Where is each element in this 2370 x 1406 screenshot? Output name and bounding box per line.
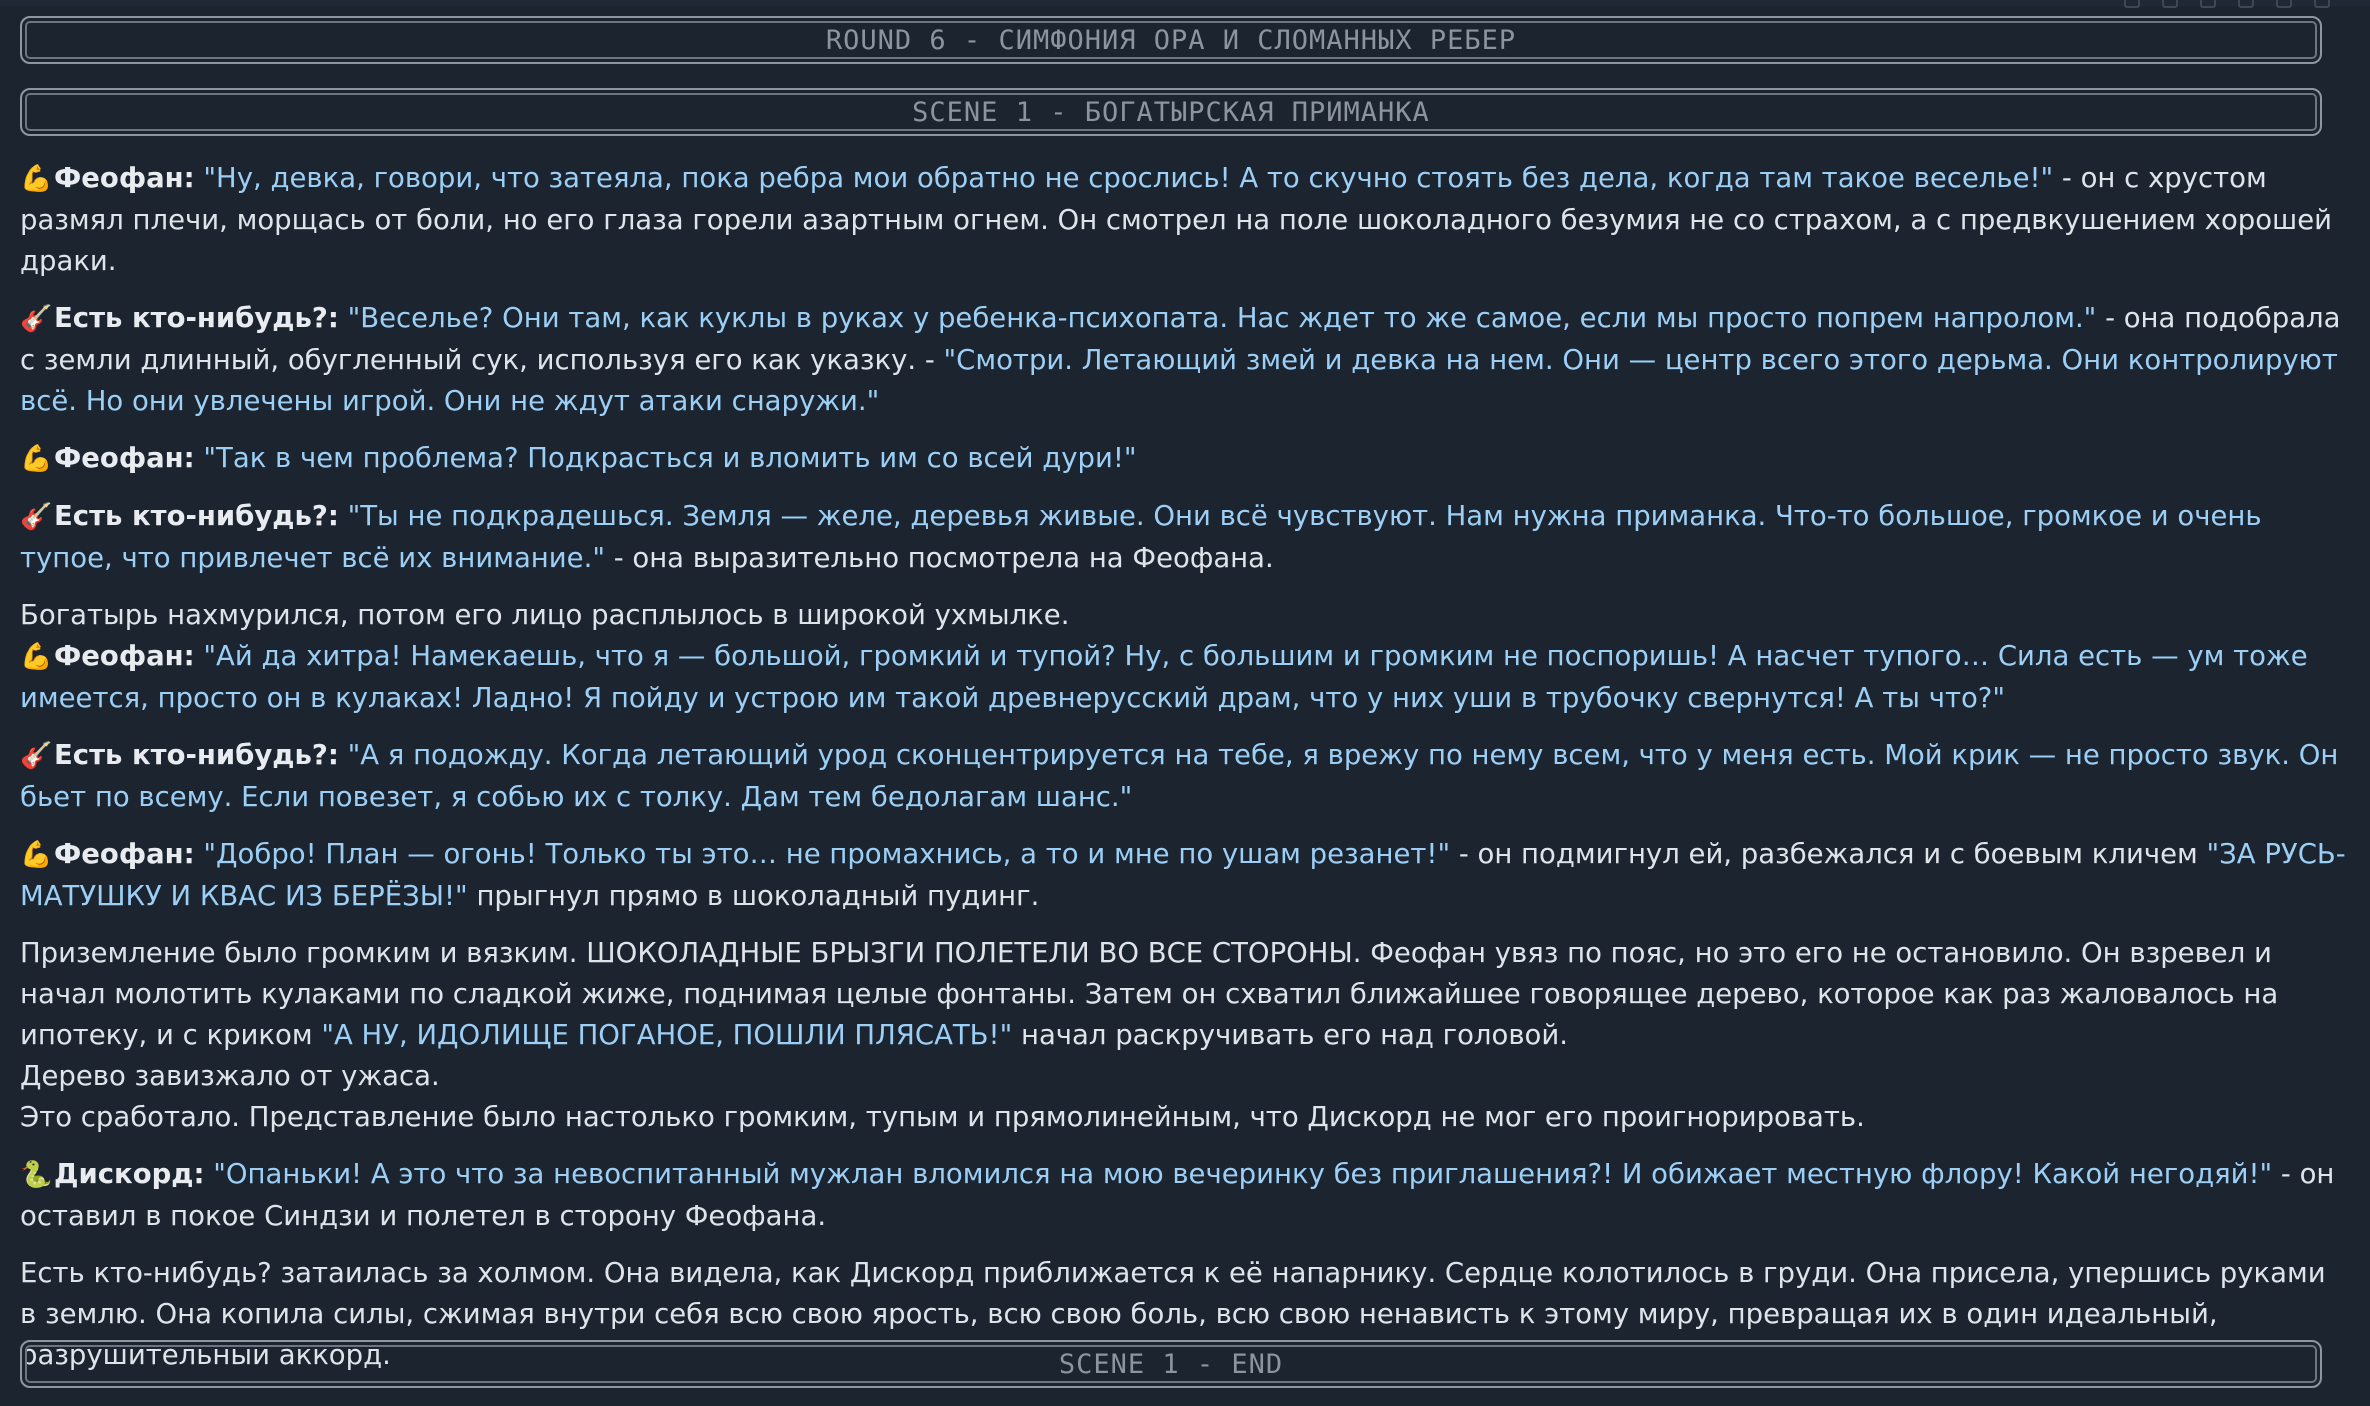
toolbar-icons: [2124, 0, 2330, 8]
speaker-name: Феофан:: [54, 838, 195, 870]
narration: - он оставил в покое Синдзи и полетел в сторону Феофана.: [20, 1158, 2335, 1232]
speaker-name: Феофан:: [54, 442, 195, 474]
narration: - он подмигнул ей, разбежался и с боевым кличем: [1450, 838, 2207, 870]
speaker-name: Есть кто-нибудь?:: [54, 739, 339, 771]
narration: прыгнул прямо в шоколадный пудинг.: [467, 880, 1040, 912]
dialogue-quote: "А НУ, ИДОЛИЩЕ ПОГАНОЕ, ПОШЛИ ПЛЯСАТЬ!": [321, 1019, 1013, 1051]
dialogue-quote: "Ну, девка, говори, что затеяла, пока ребра мои обратно не срослись! А то скучно стоять без дела, когда там такое веселье!": [203, 162, 2054, 194]
toolbar-icon[interactable]: [2314, 0, 2330, 8]
narration: Богатырь нахмурился, потом его лицо расплылось в широкой ухмылке.: [20, 599, 1070, 631]
narration: - она подобрала с земли длинный, обугленный сук, используя его как указку. -: [20, 302, 2341, 376]
flexed-biceps-icon: 💪: [20, 840, 53, 870]
message-feofan: [20, 158, 2350, 282]
window-top-strip: [0, 0, 2370, 6]
speaker-name: Феофан:: [54, 640, 195, 672]
toolbar-icon[interactable]: [2238, 0, 2254, 8]
dialogue-quote: "ЗА РУСЬ-МАТУШКУ И КВАС ИЗ БЕРЁЗЫ!": [20, 838, 2346, 912]
message-diskord: [20, 1154, 2350, 1237]
dialogue-quote: "Ай да хитра! Намекаешь, что я — большой, громкий и тупой? Ну, с большим и громким не поспоришь! А насчет тупого… Сила есть — ум тоже имеется, просто он в кулаках! Ладно! Я пойду и устрою им такой древнерусский драм, что у них уши в трубочку свернутся! А ты что?": [20, 640, 2308, 714]
flexed-biceps-icon: 💪: [20, 444, 53, 474]
narration: Дерево завизжало от ужаса.: [20, 1060, 440, 1092]
narration: - она выразительно посмотрела на Феофана.: [604, 542, 1274, 574]
speaker-name: Есть кто-нибудь?:: [54, 302, 339, 334]
dialogue-quote: "Веселье? Они там, как куклы в руках у ребенка-психопата. Нас ждет то же самое, если мы просто попрем напролом.": [347, 302, 2097, 334]
guitar-icon: 🎸: [20, 741, 53, 771]
flexed-biceps-icon: 💪: [20, 642, 53, 672]
narration: Приземление было громким и вязким. ШОКОЛАДНЫЕ БРЫЗГИ ПОЛЕТЕЛИ ВО ВСЕ СТОРОНЫ. Феофан увяз по пояс, но это его не остановило. Он взревел и начал молотить кулаками по сладкой жиже, поднимая целые фонтаны. Затем он схватил ближайшее говорящее дерево, которое как раз жаловалось на ипотеку, и с криком: [20, 937, 2279, 1051]
narration: начал раскручивать его над головой.: [1012, 1019, 1568, 1051]
speaker-name: Дискорд:: [54, 1158, 205, 1190]
narration: Это сработало. Представление было настолько громким, тупым и прямолинейным, что Дискорд не мог его проигнорировать.: [20, 1101, 1865, 1133]
round-banner: ROUND 6 - СИМФОНИЯ ОРА И СЛОМАННЫХ РЕБЕР: [20, 16, 2322, 64]
speaker-name: Феофан:: [54, 162, 195, 194]
narration-block: [20, 933, 2350, 1138]
speaker-name: Есть кто-нибудь?:: [54, 500, 339, 532]
dialogue-quote: "Так в чем проблема? Подкрасться и вломить им со всей дури!": [203, 442, 1137, 474]
message-feofan: [20, 438, 2350, 480]
dialogue-quote: "Смотри. Летающий змей и девка на нем. Они — центр всего этого дерьма. Они контролируют всё. Но они увлечены игрой. Они не ждут атаки снаружи.": [20, 344, 2338, 417]
narration: Есть кто-нибудь? затаилась за холмом. Она видела, как Дискорд приближается к её напарнику. Сердце колотилось в груди. Она присела, упершись руками в землю. Она копила силы, сжимая внутри себя всю свою ярость, всю свою боль, всю свою ненависть к этому миру, превращая их в один идеальный, разрушительный аккорд.: [20, 1257, 2326, 1371]
dialogue-quote: "Ты не подкрадешься. Земля — желе, деревья живые. Они всё чувствуют. Нам нужна приманка. Что-то большое, громкое и очень тупое, что привлечет всё их внимание.": [20, 500, 2262, 574]
message-est-kto: [20, 298, 2350, 422]
scene-banner: SCENE 1 - БОГАТЫРСКАЯ ПРИМАНКА: [20, 88, 2322, 136]
story-text: [20, 158, 2350, 1376]
message-est-kto: [20, 735, 2350, 818]
message-feofan: [20, 595, 2350, 719]
end-banner: SCENE 1 - END: [20, 1340, 2322, 1388]
toolbar-icon[interactable]: [2162, 0, 2178, 8]
dialogue-quote: "А я подожду. Когда летающий урод сконцентрируется на тебе, я врежу по нему всем, что у меня есть. Мой крик — не просто звук. Он бьет по всему. Если повезет, я собью их с толку. Дам тем бедолагам шанс.": [20, 739, 2339, 813]
toolbar-icon[interactable]: [2276, 0, 2292, 8]
guitar-icon: 🎸: [20, 502, 53, 532]
toolbar-icon[interactable]: [2124, 0, 2140, 8]
toolbar-icon[interactable]: [2200, 0, 2216, 8]
guitar-icon: 🎸: [20, 304, 53, 334]
message-est-kto: [20, 496, 2350, 579]
dialogue-quote: "Опаньки! А это что за невоспитанный мужлан вломился на мою вечеринку без приглашения?! И обижает местную флору! Какой негодяй!": [213, 1158, 2273, 1190]
dialogue-quote: "Добро! План — огонь! Только ты это… не промахнись, а то и мне по ушам резанет!": [203, 838, 1451, 870]
snake-icon: 🐍: [20, 1160, 53, 1190]
flexed-biceps-icon: 💪: [20, 164, 53, 194]
message-feofan: [20, 834, 2350, 917]
narration: - он с хрустом размял плечи, морщась от боли, но его глаза горели азартным огнем. Он смотрел на поле шоколадного безумия не со страхом, а с предвкушением хорошей драки.: [20, 162, 2333, 277]
